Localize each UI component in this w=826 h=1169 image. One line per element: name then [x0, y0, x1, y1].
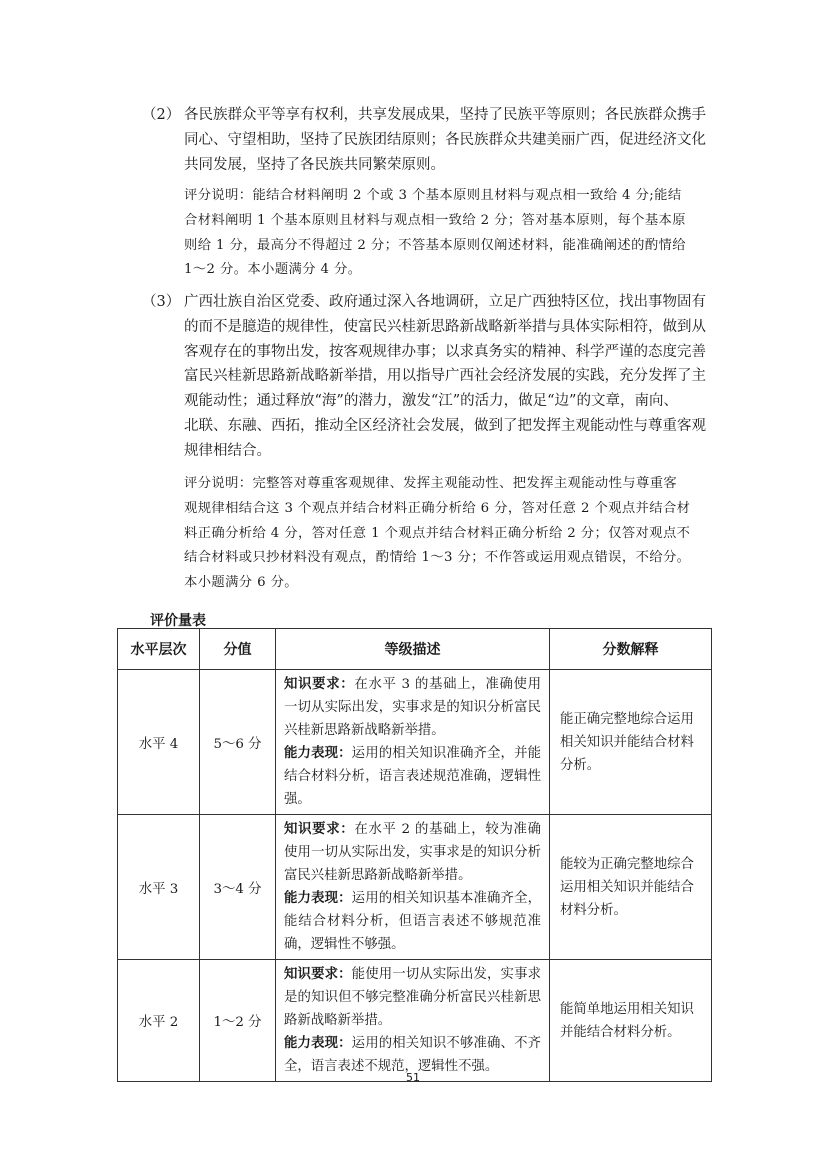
page-number: 51	[406, 1071, 420, 1084]
text-line: 各民族群众平等享有权利，共享发展成果，坚持了民族平等原则；各民族群众携手	[184, 107, 706, 123]
explanation-cell: 能较为正确完整地综合运用相关知识并能结合材料分析。	[550, 815, 712, 960]
ability-label: 能力表现：	[284, 746, 352, 761]
knowledge-text: 能使用一切从实际出发，实事求是的知识但不够完整准确分析富民兴桂新思路新战略新举措。	[284, 967, 542, 1028]
knowledge-text: 在水平 3 的基础上，准确使用一切从实际出发，实事求是的知识分析富民兴桂新思路新战略新举措。	[284, 677, 541, 738]
answer-item-2	[142, 103, 714, 177]
knowledge-text: 在水平 2 的基础上，较为准确使用一切从实际出发，实事求是的知识分析富民兴桂新思路新战略新举措。	[284, 822, 541, 883]
score-cell: 3～4 分	[200, 815, 276, 960]
ability-label: 能力表现：	[284, 891, 352, 906]
item-number-3: （3）	[142, 294, 181, 310]
ability-text: 运用的相关知识准确齐全，并能结合材料分析，语言表述规范准确，逻辑性强。	[284, 746, 542, 807]
scoring-note-3	[184, 472, 712, 596]
table-row	[118, 815, 712, 960]
text-line: 结合材料或只抄材料没有观点，酌情给 1～3 分；不作答或运用观点错误，不给分。	[184, 550, 691, 566]
description-cell	[276, 815, 550, 960]
header-description: 等级描述	[276, 629, 550, 670]
description-cell	[276, 960, 550, 1082]
level-cell: 水平 3	[118, 815, 200, 960]
text-line: 北联、东融、西拓，推动全区经济社会发展，做到了把发挥主观能动性与尊重客观	[184, 417, 706, 434]
knowledge-label: 知识要求：	[284, 822, 355, 837]
text-line: 合材料阐明 1 个基本原则且材料与观点相一致给 2 分；答对基本原则，每个基本原	[184, 212, 686, 228]
text-line: 则给 1 分，最高分不得超过 2 分；不答基本原则仅阐述材料，能准确阐述的酌情给	[184, 237, 686, 253]
header-score: 分值	[200, 629, 276, 670]
ability-text: 运用的相关知识不够准确、不齐全，语言表述不规范，逻辑性不强。	[284, 1036, 542, 1074]
header-level: 水平层次	[118, 629, 200, 670]
explanation-cell: 能简单地运用相关知识并能结合材料分析。	[550, 960, 712, 1082]
score-cell: 5～6 分	[200, 670, 276, 815]
table-row	[118, 960, 712, 1082]
text-line: 同心、守望相助，坚持了民族团结原则；各民族群众共建美丽广西，促进经济文化	[184, 131, 706, 148]
evaluation-table	[117, 628, 712, 1082]
text-line: 评分说明：能结合材料阐明 2 个或 3 个基本原则且材料与观点相一致给 4 分;能结	[184, 188, 682, 203]
text-line: 富民兴桂新思路新战略新举措，用以指导广西社会经济发展的实践，充分发挥了主	[184, 368, 706, 385]
ability-text: 运用的相关知识基本准确齐全，能结合材料分析，但语言表述不够规范准确，逻辑性不够强。	[284, 891, 542, 952]
text-line: 评分说明：完整答对尊重客观规律、发挥主观能动性、把发挥主观能动性与尊重客	[184, 476, 678, 491]
table-header-row	[118, 629, 712, 670]
text-line: 广西壮族自治区党委、政府通过深入各地调研，立足广西独特区位，找出事物固有	[184, 294, 706, 310]
text-line: 规律相结合。	[184, 442, 271, 459]
text-line: 观规律相结合这 3 个观点并结合材料正确分析给 6 分，答对任意 2 个观点并结合材	[184, 500, 691, 516]
answer-item-3-text	[142, 290, 714, 464]
answer-item-3	[142, 290, 714, 464]
level-cell: 水平 2	[118, 960, 200, 1082]
item-number-2: （2）	[142, 107, 181, 123]
text-line: 的而不是臆造的规律性，使富民兴桂新思路新战略新举措与具体实际相符，做到从	[184, 318, 706, 335]
score-cell: 1～2 分	[200, 960, 276, 1082]
scoring-note-2	[184, 184, 712, 283]
answer-item-2-text	[142, 103, 714, 177]
text-line: 1～2 分。本小题满分 4 分。	[184, 262, 362, 278]
text-line: 客观存在的事物出发，按客观规律办事；以求真务实的精神、科学严谨的态度完善	[184, 343, 706, 360]
table-title: 评价量表	[150, 613, 206, 629]
knowledge-label: 知识要求：	[284, 677, 355, 692]
knowledge-label: 知识要求：	[284, 967, 352, 982]
description-cell	[276, 670, 550, 815]
header-explanation: 分数解释	[550, 629, 712, 670]
text-line: 本小题满分 6 分。	[184, 575, 298, 591]
text-line: 观能动性；通过释放“海”的潜力，激发“江”的活力，做足“边”的文章，南向、	[184, 393, 678, 410]
level-cell: 水平 4	[118, 670, 200, 815]
table-row	[118, 670, 712, 815]
explanation-cell: 能正确完整地综合运用相关知识并能结合材料分析。	[550, 670, 712, 815]
text-line: 共同发展，坚持了各民族共同繁荣原则。	[184, 156, 445, 173]
text-line: 料正确分析给 4 分，答对任意 1 个观点并结合材料正确分析给 2 分；仅答对观点不	[184, 525, 691, 541]
ability-label: 能力表现：	[284, 1036, 352, 1051]
